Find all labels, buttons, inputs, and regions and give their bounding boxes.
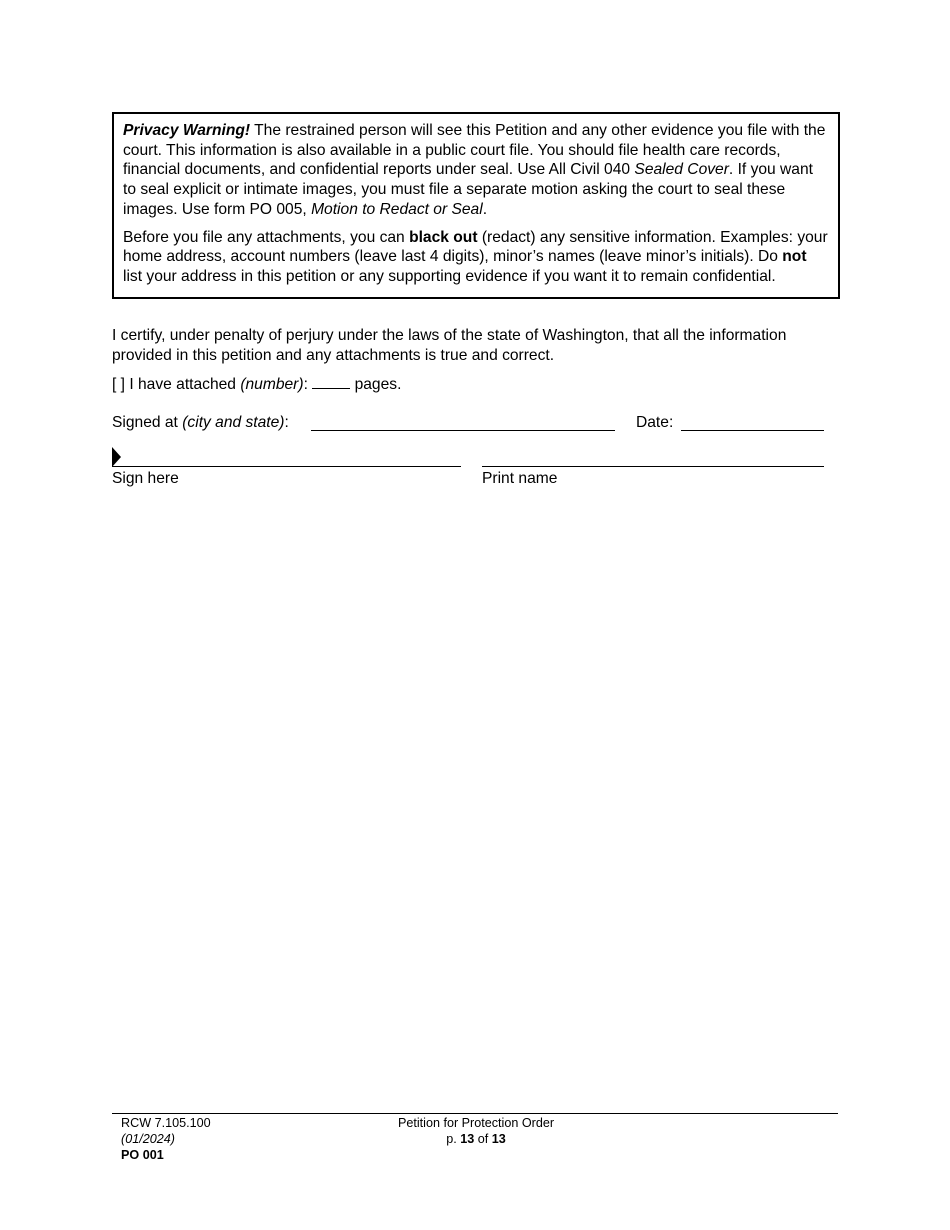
page-current: 13: [460, 1132, 475, 1146]
not-emphasis: not: [782, 248, 807, 266]
attachments-number-hint: (number): [240, 376, 304, 393]
redact-text: list your address in this petition or any supporting evidence if you want it to remain confidential.: [123, 267, 776, 285]
attachments-pages-label: pages.: [350, 376, 402, 393]
footer-title-block: [330, 1115, 622, 1147]
city-state-hint: (city and state): [182, 414, 285, 431]
signed-at-row: [112, 413, 824, 435]
footer-page-number: [330, 1131, 622, 1147]
footer-revision: [121, 1131, 211, 1147]
privacy-warning-paragraph-2: [123, 228, 829, 287]
attachments-line: [112, 375, 401, 394]
page-total: 13: [491, 1132, 506, 1146]
footer-divider: [112, 1113, 838, 1114]
privacy-warning-text: .: [482, 200, 488, 218]
print-name-label: Print name: [482, 470, 558, 487]
redact-text: (redact) any sensitive information. Examples: your home address, account numbers (leave last 4 digits), minor’s names (leave minor’s initials). Do: [123, 228, 828, 266]
sign-here-label: Sign here: [112, 470, 179, 487]
page-of: of: [474, 1132, 492, 1146]
privacy-warning-heading: Privacy Warning!: [123, 122, 251, 139]
page-prefix: p.: [446, 1132, 461, 1146]
signature-field[interactable]: [112, 466, 461, 467]
footer-revision-date: (01/2024): [121, 1132, 175, 1146]
attachments-label: I have attached: [125, 376, 241, 393]
date-label: Date:: [636, 414, 674, 431]
footer-form-info: [121, 1115, 211, 1163]
motion-form-name: Motion to Redact or Seal: [311, 200, 483, 218]
signed-at-label: [112, 413, 289, 432]
privacy-warning-paragraph-1: [123, 121, 829, 220]
city-state-field[interactable]: [311, 430, 615, 431]
footer-form-id: [121, 1147, 211, 1163]
print-name-field[interactable]: [482, 466, 824, 467]
signed-at-colon: :: [284, 414, 289, 431]
signed-at-text: Signed at: [112, 414, 183, 431]
date-field[interactable]: [681, 430, 824, 431]
footer-form-id-text: PO 001: [121, 1148, 164, 1162]
privacy-warning-box: [112, 112, 840, 299]
privacy-warning-text: The restrained person will see this Petition and any other evidence you file with the court. This information is also available in a public court file. You should file health care records, financial documents, and confidential reports under seal. Use All Civil 040: [123, 122, 826, 179]
footer-title: Petition for Protection Order: [397, 1116, 555, 1130]
attachments-count-field[interactable]: [312, 376, 350, 389]
attachments-colon: :: [303, 376, 313, 393]
black-out-emphasis: black out: [409, 228, 478, 246]
footer-rcw: RCW 7.105.100: [121, 1116, 211, 1130]
sign-arrow-icon: [112, 447, 121, 467]
sealed-cover-form-name: Sealed Cover: [634, 161, 729, 179]
privacy-warning-text: . If you want to seal explicit or intimate images, you must file a separate motion asking the court to seal these images. Use form PO 005,: [123, 161, 813, 218]
attachments-checkbox[interactable]: [ ]: [112, 376, 125, 393]
redact-text: Before you file any attachments, you can: [123, 228, 410, 246]
certification-statement: I certify, under penalty of perjury under the laws of the state of Washington, that all the information provided in this petition and any attachments is true and correct.: [112, 327, 787, 364]
